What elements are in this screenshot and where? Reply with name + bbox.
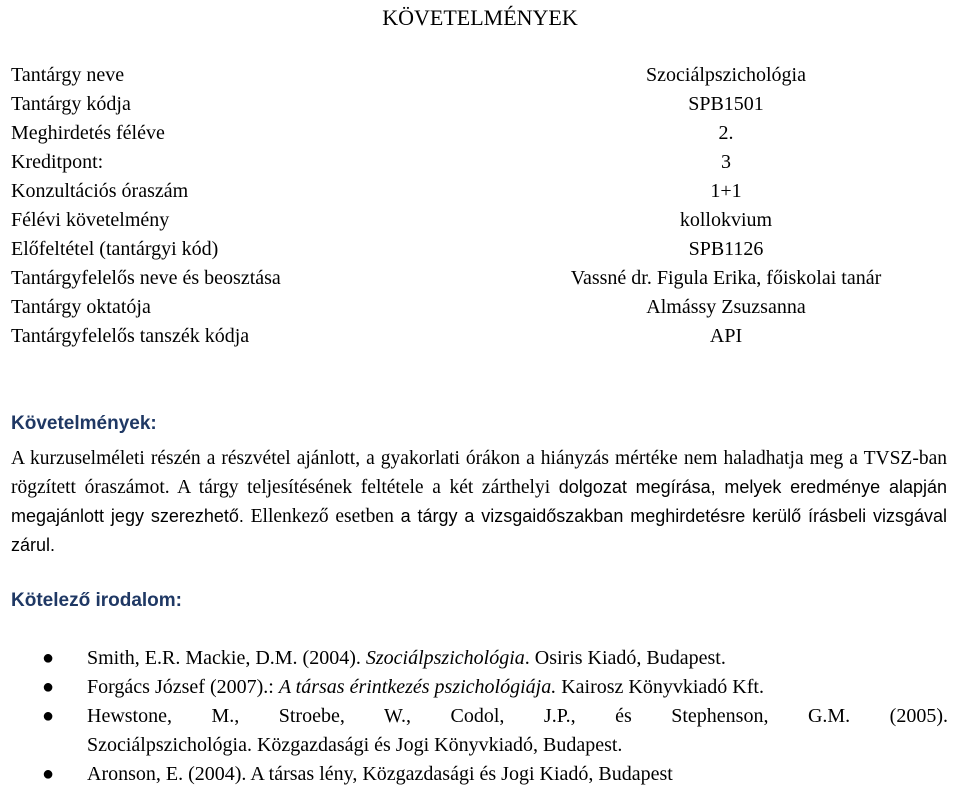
literature-heading: Kötelező irodalom: xyxy=(11,590,183,611)
list-item xyxy=(42,760,948,789)
requirements-sentence-4: Ellenkező esetben xyxy=(243,506,401,527)
prerequisite-value: SPB1126 xyxy=(688,238,764,260)
lecturer-label: Tantárgy oktatója xyxy=(11,296,151,318)
citation-authors: Forgács József (2007).: xyxy=(87,676,279,698)
citation-publisher: . Osiris Kiadó, Budapest. xyxy=(524,647,726,669)
requirements-sentence-3: dolgozat megírása, melyek eredménye alapján megajánlott jegy szerezhető. xyxy=(11,477,947,526)
bullet-icon: ● xyxy=(42,705,55,727)
requirements-text xyxy=(11,444,947,560)
semester-label: Meghirdetés féléve xyxy=(11,122,165,144)
citation-text: Aronson, E. (2004). A társas lény, Közgazdasági és Jogi Kiadó, Budapest xyxy=(87,763,673,785)
citation-publisher: Szociálpszichológia. Közgazdasági és Jogi Könyvkiadó, Budapest. xyxy=(87,734,623,756)
table-row xyxy=(11,322,951,351)
course-code-value: SPB1501 xyxy=(688,93,764,115)
literature-list xyxy=(42,644,948,789)
course-name-value: Szociálpszichológia xyxy=(646,64,806,86)
responsible-value: Vassné dr. Figula Erika, főiskolai tanár xyxy=(570,267,882,289)
citation-authors: Hewstone, M., Stroebe, W., Codol, J.P., és Stephenson, G.M. (2005). xyxy=(87,705,948,727)
citation-title: A társas érintkezés pszichológiája. xyxy=(278,676,557,698)
bullet-icon: ● xyxy=(42,676,55,698)
department-code-label: Tantárgyfelelős tanszék kódja xyxy=(11,325,250,347)
list-item xyxy=(42,673,948,702)
table-row xyxy=(11,177,951,206)
requirements-sentence-1: A kurzuselméleti részén a részvétel ajánlott, a gyakorlati órákon a hiányzás mértéke nem haladhatja meg a TVSZ-ban rögzített óraszámot. xyxy=(11,448,947,498)
table-row xyxy=(11,264,951,293)
table-row xyxy=(11,206,951,235)
table-row xyxy=(11,293,951,322)
table-row xyxy=(11,148,951,177)
course-info-table xyxy=(11,61,951,351)
page-title: KÖVETELMÉNYEK xyxy=(382,5,578,30)
course-name-label: Tantárgy neve xyxy=(11,64,125,86)
table-row xyxy=(11,119,951,148)
consultation-hours-value: 1+1 xyxy=(710,180,742,202)
requirements-sentence-5: a tárgy a vizsgaidőszakban meghirdetésre kerülő írásbeli vizsgával zárul. xyxy=(11,506,947,555)
semester-requirement-value: kollokvium xyxy=(679,209,773,231)
requirements-sentence-2: A tárgy teljesítésének feltétele a két zárthelyi xyxy=(169,477,559,498)
consultation-hours-label: Konzultációs óraszám xyxy=(11,180,189,202)
requirements-heading: Követelmények: xyxy=(11,413,157,434)
citation-publisher: Kairosz Könyvkiadó Kft. xyxy=(556,676,764,698)
list-item xyxy=(42,644,948,673)
semester-requirement-label: Félévi követelmény xyxy=(11,209,170,231)
bullet-icon: ● xyxy=(42,763,55,785)
credit-value: 3 xyxy=(721,151,731,173)
responsible-label: Tantárgyfelelős neve és beosztása xyxy=(11,267,281,289)
credit-label: Kreditpont: xyxy=(11,151,104,173)
citation-authors: Smith, E.R. Mackie, D.M. (2004). xyxy=(87,647,366,669)
table-row xyxy=(11,61,951,90)
prerequisite-label: Előfeltétel (tantárgyi kód) xyxy=(11,238,219,260)
bullet-icon: ● xyxy=(42,647,55,669)
lecturer-value: Almássy Zsuzsanna xyxy=(646,296,806,318)
department-code-value: API xyxy=(709,325,743,347)
citation-title: Szociálpszichológia xyxy=(365,647,525,669)
table-row xyxy=(11,90,951,119)
semester-value: 2. xyxy=(718,122,734,144)
table-row xyxy=(11,235,951,264)
course-code-label: Tantárgy kódja xyxy=(11,93,131,115)
list-item xyxy=(42,702,948,760)
